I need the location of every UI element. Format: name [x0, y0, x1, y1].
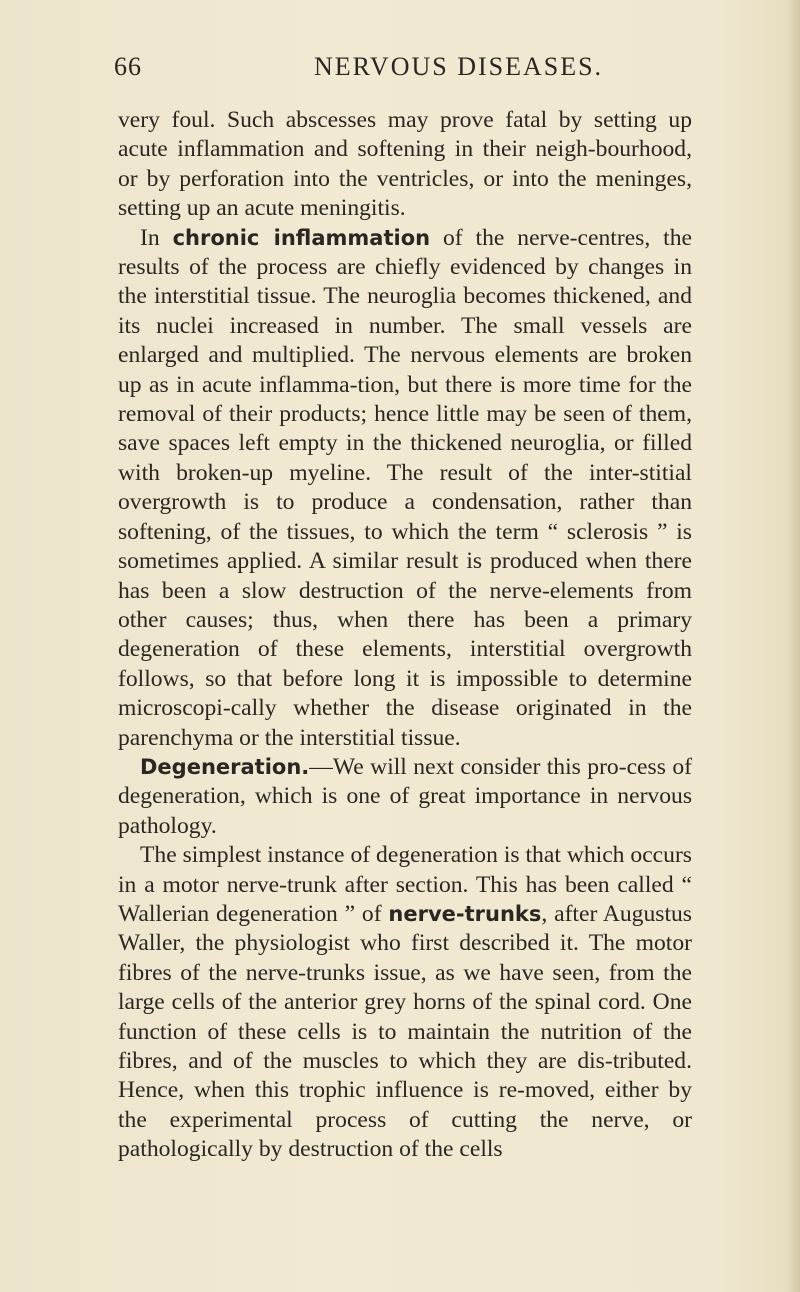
paragraph-text: , after Augustus Waller, the physiologist who first described it. The motor fibres of the nerve-trunks issue, as we have seen, from the large cells of the anterior grey horns of the spinal cord. One function of these cells is to maintain the nutrition of the fibres, and of the muscles to which they are dis-tributed. Hence, when this trophic influence is re-moved, either by the experimental process of cutting the nerve, or pathologically by destruction of the cells: [118, 900, 692, 1163]
bold-term-nerve-trunks: nerve-trunks: [388, 901, 542, 926]
page-edge-shadow: [786, 0, 800, 1292]
paragraph-text: The simplest instance of degeneration is that which occurs in a motor nerve-trunk after section. This has been called “ Wallerian degeneration ” of: [118, 842, 692, 927]
page-header: [114, 52, 714, 92]
body-text: [118, 106, 692, 1165]
page-number: 66: [114, 52, 142, 81]
section-heading-degeneration: Degeneration.: [140, 754, 310, 779]
paragraph-text: of the nerve-centres, the results of the process are chiefly evidenced by changes in the interstitial tissue. The neuroglia becomes thickened, and its nuclei increased in number. The small vessels are enlarged and multiplied. The nervous elements are broken up as in acute inflamma-tion, but there is more time for the removal of their products; hence little may be seen of them, save spaces left empty in the thickened neuroglia, or filled with broken-up myeline. The result of the inter-stitial overgrowth is to produce a condensation, rather than softening, of the tissues, to which the term “ sclerosis ” is sometimes applied. A similar result is produced when there has been a slow destruction of the nerve-elements from other causes; thus, when there has been a primary degeneration of these elements, interstitial overgrowth follows, so that before long it is impossible to determine microscopi-cally whether the disease originated in the parenchyma or the interstitial tissue.: [118, 224, 692, 751]
running-head: NERVOUS DISEASES.: [314, 52, 604, 81]
bold-term-chronic-inflammation: chronic inflammation: [172, 225, 431, 250]
paragraph-text: In: [140, 224, 173, 251]
paragraph: [118, 106, 692, 224]
paragraph-text: very foul. Such abscesses may prove fatal by setting up acute inflammation and softening in their neigh-bourhood, or by perforation into the ventricles, or into the meninges, setting up an acute meningitis.: [118, 107, 692, 222]
paragraph: [118, 841, 692, 1164]
paragraph: [118, 224, 692, 753]
paragraph-text: —We will next consider this pro-cess of degeneration, which is one of great importance in nervous pathology.: [118, 753, 692, 839]
paragraph: [118, 753, 692, 841]
